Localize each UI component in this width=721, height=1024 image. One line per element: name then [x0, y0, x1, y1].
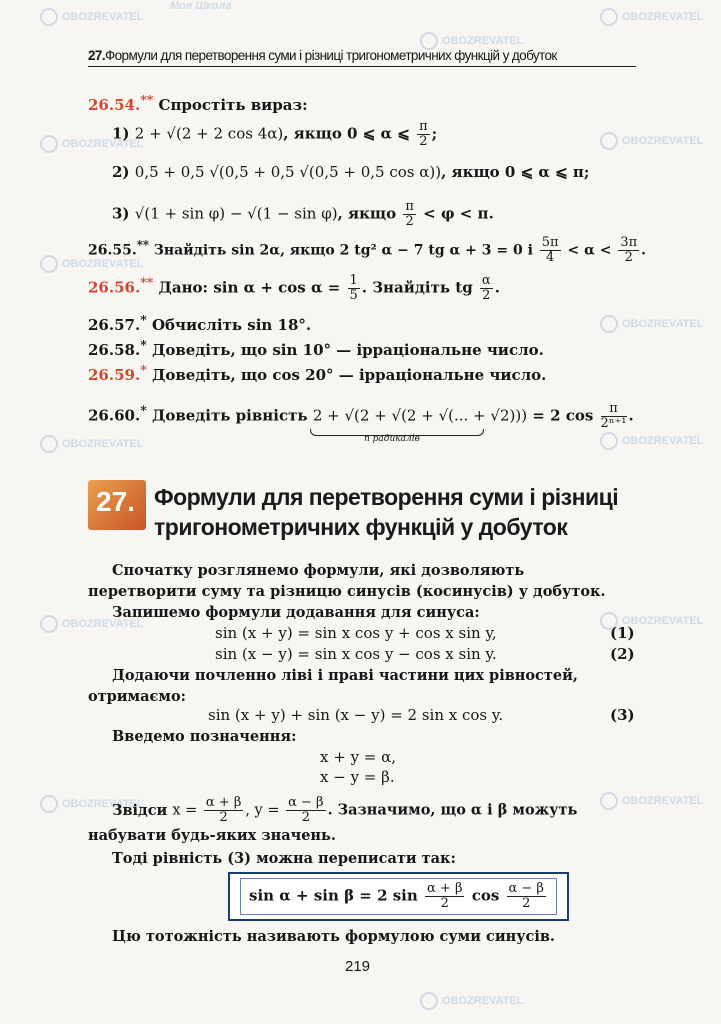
equation-number: (2) [610, 645, 635, 663]
section-badge [88, 480, 146, 530]
watermark: OBOZREVATEL [420, 992, 523, 1010]
exercise-26-57: 26.57.* Обчисліть sin 18°. [88, 312, 312, 334]
watermark: OBOZREVATEL [40, 435, 143, 453]
watermark: OBOZREVATEL [600, 432, 703, 450]
watermark: OBOZREVATEL [40, 135, 143, 153]
equation-3: sin (x + y) + sin (x − y) = 2 sin x cos y. [208, 706, 504, 724]
equation-4b: x − y = β. [320, 768, 395, 786]
formula-box: sin α + sin β = 2 sin $\frac{\alpha + \beta}{2}$ cos $\frac{\alpha - \beta}{2}$ [228, 872, 569, 921]
watermark: OBOZREVATEL [600, 315, 703, 333]
equation-2: sin (x − y) = sin x cos y − cos x sin y. [215, 645, 497, 663]
equation-number: (1) [610, 624, 635, 642]
exercise-26-54-item-3: 3) √(1 + sin φ) − √(1 − sin φ), якщо $\frac{\pi}{2}$ < φ < π. [112, 199, 494, 229]
exercise-26-59: 26.59.* Доведіть, що cos 20° — ірраціональне число. [88, 362, 547, 384]
exercise-26-54: 26.54.** Спростіть вираз: [88, 92, 308, 114]
equation-4a: x + y = α, [320, 748, 397, 766]
section-title: Формули для перетворення суми і різниці тригонометричних функцій у добуток [154, 484, 619, 540]
watermark: Моя Школа [170, 0, 232, 12]
watermark: OBOZREVATEL [600, 132, 703, 150]
page-number: 219 [345, 958, 371, 975]
watermark: OBOZREVATEL [600, 612, 703, 630]
paragraph: Тоді рівність (3) можна переписати так: [112, 850, 456, 867]
exercise-26-58: 26.58.* Доведіть, що sin 10° — ірраціональне число. [88, 337, 544, 359]
exercise-26-54-item-2: 2) 0,5 + 0,5 √(0,5 + 0,5 √(0,5 + 0,5 cos α)), якщо 0 ⩽ α ⩽ π; [112, 163, 590, 181]
watermark: OBOZREVATEL [600, 8, 703, 26]
exercise-26-55: 26.55.** Знайдіть sin 2α, якщо 2 tg² α − 7 tg α + 3 = 0 і $\frac{5\pi}{4}$ < α < $\frac{3\pi}{2}$ . [88, 235, 647, 265]
paragraph: Звідси x = $\frac{\alpha + \beta}{2}$ , y = $\frac{\alpha - \beta}{2}$ . Зазначимо, що α і β можуть набувати будь-яких значень. [88, 795, 578, 844]
running-head: 27.Формули для перетворення суми і різниці тригонометричних функцій у добуток [88, 48, 636, 67]
section-header [88, 480, 648, 544]
watermark: OBOZREVATEL [40, 615, 143, 633]
watermark: OBOZREVATEL [40, 795, 143, 813]
watermark: OBOZREVATEL [420, 32, 523, 50]
watermark: OBOZREVATEL [40, 255, 143, 273]
equation-1: sin (x + y) = sin x cos y + cos x sin y, [215, 624, 497, 642]
paragraph: Спочатку розглянемо формули, які дозволяють перетворити суму та різницю синусів (косинусів) у добуток. [88, 562, 606, 600]
paragraph: Запишемо формули додавання для синуса: [112, 604, 480, 621]
exercise-26-56: 26.56.** Дано: sin α + cos α = $\frac{1}{5}$ . Знайдіть tg $\frac{\alpha}{2}$ . [88, 273, 500, 303]
watermark: OBOZREVATEL [40, 8, 143, 26]
exercise-26-60: 26.60.* Доведіть рівність 2 + √(2 + √(2 + √(... + √2))) = 2 cos $\frac{\pi}{\text{2ⁿ⁺¹}}$ . [88, 401, 634, 431]
equation-number: (3) [610, 706, 635, 724]
exercise-26-54-item-1: 1) 2 + √(2 + 2 cos 4α), якщо 0 ⩽ α ⩽ $\frac{\pi}{2}$ ; [112, 119, 438, 149]
paragraph: Цю тотожність називають формулою суми синусів. [112, 928, 555, 945]
paragraph: Введемо позначення: [112, 728, 297, 745]
section-number: 27. [96, 486, 135, 517]
brace-label: n радикалів [364, 434, 420, 444]
watermark: OBOZREVATEL [600, 792, 703, 810]
paragraph: Додаючи почленно ліві і праві частини цих рівностей, отримаємо: [88, 667, 578, 705]
